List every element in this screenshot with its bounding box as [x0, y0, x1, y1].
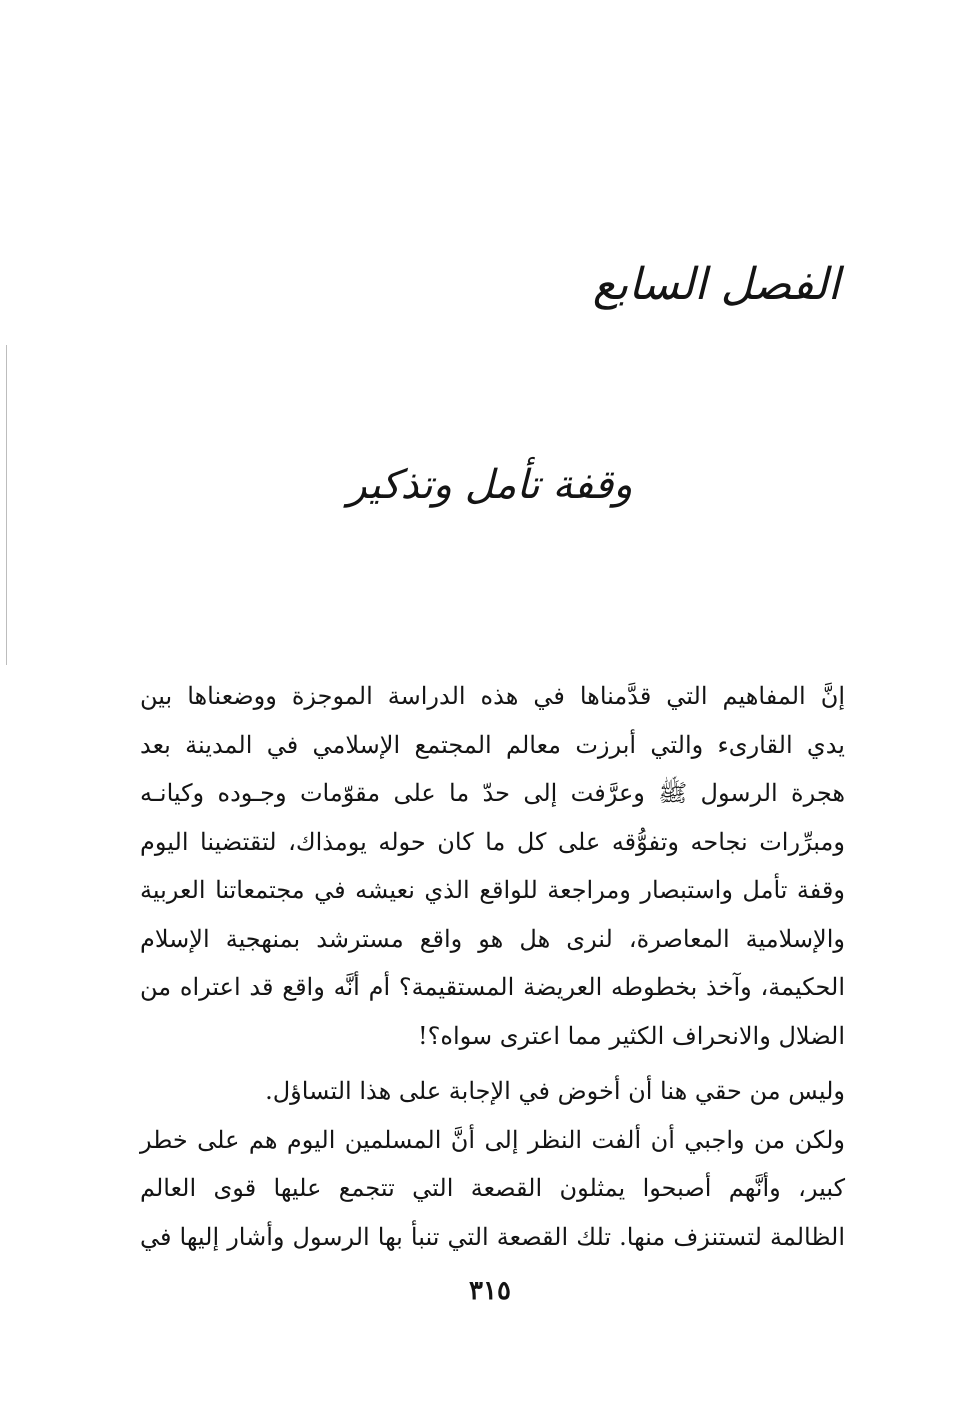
- text-line: الظالمة لتستنزف منها. تلك القصعة التي تنبأ بها الرسول وأشار إليها في: [140, 1222, 845, 1251]
- body-text: [140, 672, 845, 1261]
- text-line: إنَّ المفاهيم التي قدَّمناها في هذه الدراسة الموجزة ووضعناها بين: [140, 682, 845, 710]
- text-line: يدي القارىء والتي أبرزت معالم المجتمع الإسلامي في المدينة بعد: [140, 730, 845, 759]
- text-line: وقفة تأمل واستبصار ومراجعة للواقع الذي نعيشه في مجتمعاتنا العربية: [140, 876, 845, 904]
- text-line: الحكيمة، وآخذ بخطوطه العريضة المستقيمة؟ أم أنَّه واقع قد اعتراه من: [140, 973, 845, 1001]
- text-line: الضلال والانحراف الكثير مما اعترى سواه؟!: [418, 1021, 845, 1050]
- text-line: والإسلامية المعاصرة، لنرى هل هو واقع مسترشد بمنهجية الإسلام: [140, 924, 845, 953]
- paragraph-1: [140, 672, 845, 1060]
- text-line: وليس من حقي هنا أن أخوض في الإجابة على هذا التساؤل.: [265, 1077, 845, 1105]
- text-line: ومبرِّرات نجاحه وتفوُّقه على كل ما كان حوله يومذاك، لتقتضينا اليوم: [140, 827, 845, 856]
- text-line: ولكن من واجبي أن ألفت النظر إلى أنَّ المسلمين اليوم هم على خطر: [140, 1125, 845, 1154]
- text-line: هجرة الرسول ﷺ وعرَّفت إلى حدّ ما على مقوّمات وجـوده وكيانـه: [140, 779, 845, 807]
- chapter-subtitle: وقفة تأمل وتذكير: [347, 462, 633, 508]
- chapter-title: الفصل السابع: [592, 259, 840, 310]
- text-line: كبير، وأنَّهم أصبحوا يمثلون القصعة التي تتجمع عليها قوى العالم: [140, 1174, 845, 1202]
- page-number: ٣١٥: [469, 1276, 511, 1306]
- scan-edge-line: [6, 345, 7, 665]
- paragraph-2: [140, 1067, 845, 1261]
